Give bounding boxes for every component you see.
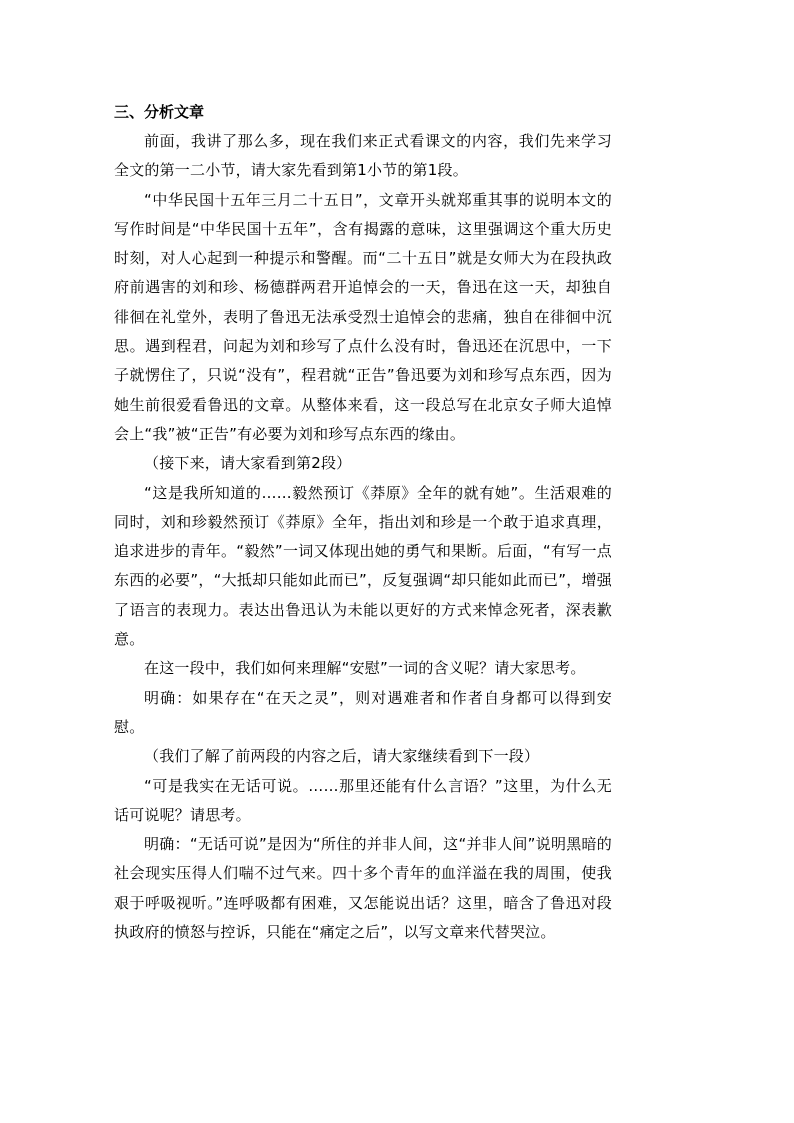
paragraph-question-speechless: “可是我实在无话可说。……那里还能有什么言语？”这里，为什么无话可说呢？请思考。 <box>114 776 612 824</box>
paragraph-transition-next: （我们了解了前两段的内容之后，请大家继续看到下一段） <box>144 747 540 766</box>
section-heading: 三、分析文章 <box>114 103 205 121</box>
paragraph-section-2-analysis: “这是我所知道的……毅然预订《莽原》全年的就有她”。生活艰难的同时，刘和珍毅然预订《莽原》全年，指出刘和珍是一个敢于追求真理，追求进步的青年。“毅然”一词又体现出她的勇气和果断。后面，“有写一点东西的必要”，“大抵却只能如此而已”，反复强调“却只能如此而已”，增强了语言的表现力。表达出鲁迅认为未能以更好的方式来悼念死者，深表歉意。 <box>114 483 612 649</box>
paragraph-question-comfort: 在这一段中，我们如何来理解“安慰”一词的含义呢？请大家思考。 <box>144 659 586 678</box>
document-page <box>114 98 612 947</box>
paragraph-answer-comfort: 明确：如果存在“在天之灵”，则对遇难者和作者自身都可以得到安慰。 <box>114 688 612 736</box>
paragraph-intro: 前面，我讲了那么多，现在我们来正式看课文的内容，我们先来学习全文的第一二小节，请大家先看到第1小节的第1段。 <box>114 132 612 180</box>
paragraph-answer-speechless: 明确：“无话可说”是因为“所住的并非人间，这“并非人间”说明黑暗的社会现实压得人们喘不过气来。四十多个青年的血洋溢在我的周围，使我艰于呼吸视听。”连呼吸都有困难，又怎能说出话？这里，暗含了鲁迅对段执政府的愤怒与控诉，只能在“痛定之后”，以写文章来代替哭泣。 <box>114 835 612 942</box>
paragraph-transition-2: （接下来，请大家看到第2段） <box>144 454 352 473</box>
paragraph-date-analysis: “中华民国十五年三月二十五日”，文章开头就郑重其事的说明本文的写作时间是“中华民国十五年”，含有揭露的意味，这里强调这个重大历史时刻，对人心起到一种提示和警醒。而“二十五日”就是女师大为在段执政府前遇害的刘和珍、杨德群两君开追悼会的一天，鲁迅在这一天，却独自徘徊在礼堂外，表明了鲁迅无法承受烈士追悼会的悲痛，独自在徘徊中沉思。遇到程君，问起为刘和珍写了点什么没有时，鲁迅还在沉思中，一下子就愣住了，只说“没有”，程君就“正告”鲁迅要为刘和珍写点东西，因为她生前很爱看鲁迅的文章。从整体来看，这一段总写在北京女子师大追悼会上“我”被“正告”有必要为刘和珍写点东西的缘由。 <box>114 190 612 443</box>
